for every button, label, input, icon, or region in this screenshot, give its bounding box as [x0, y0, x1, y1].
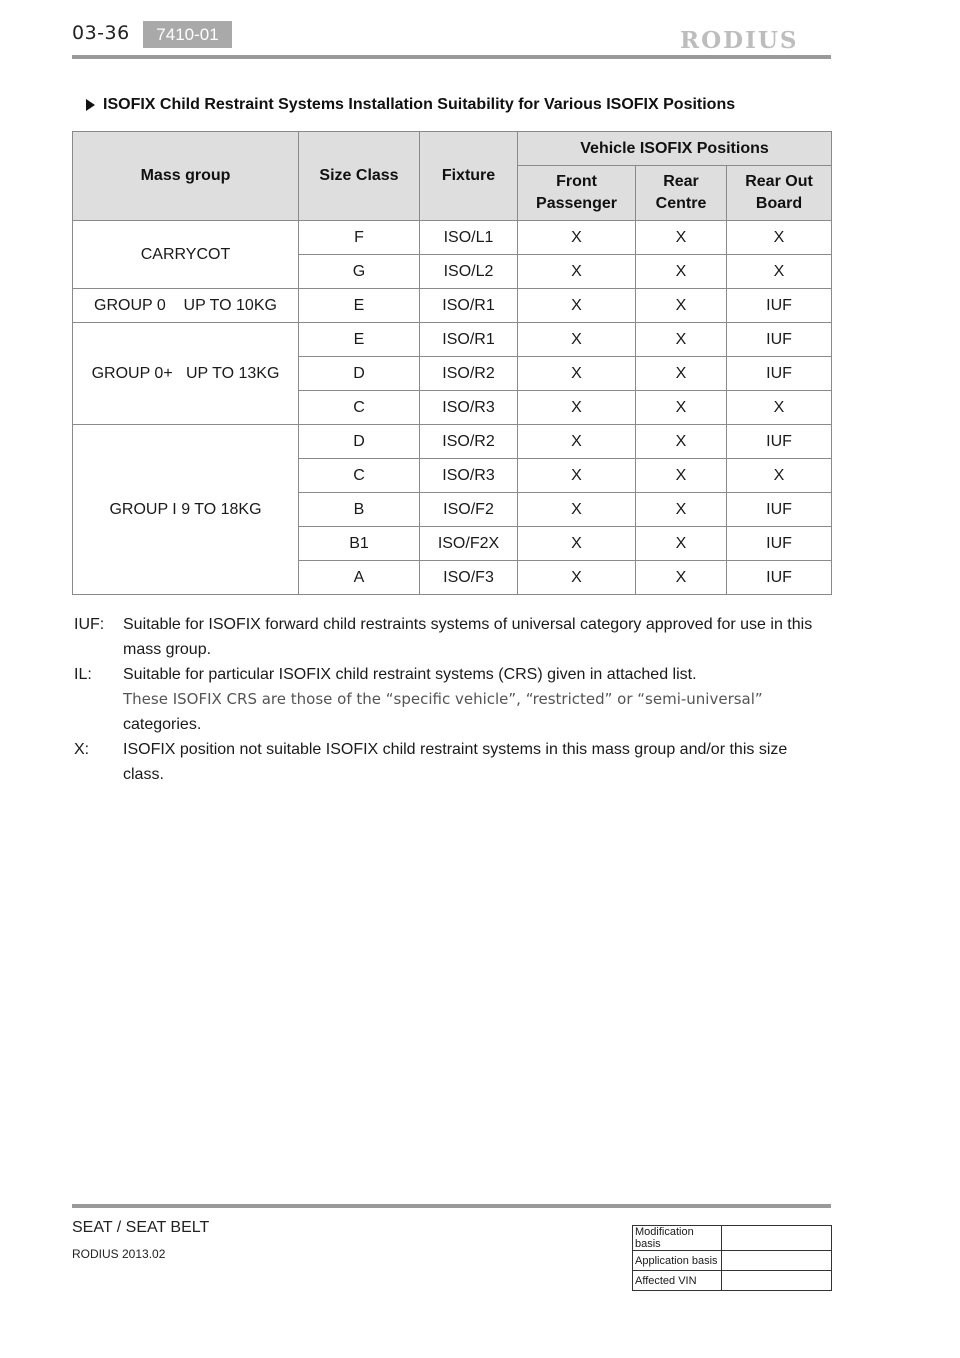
fixture-cell: ISO/R3 — [420, 459, 518, 493]
note-text: ISOFIX position not suitable ISOFIX child restraint systems in this mass group and/or this size class. — [123, 741, 788, 783]
header-fixture: Fixture — [420, 132, 518, 221]
size-class-cell: B — [299, 493, 420, 527]
fixture-cell: ISO/F2 — [420, 493, 518, 527]
note-key: IUF: — [74, 616, 105, 633]
rear-out-board-cell: X — [727, 459, 832, 493]
modification-basis-label: Modification basis — [633, 1226, 722, 1251]
fixture-cell: ISO/R1 — [420, 323, 518, 357]
rear-centre-cell: X — [636, 357, 727, 391]
affected-vin-label: Affected VIN — [633, 1271, 722, 1291]
note-text: Suitable for particular ISOFIX child restraint systems (CRS) given in attached list. — [123, 666, 697, 683]
note-text: categories. — [123, 716, 202, 733]
rear-centre-cell: X — [636, 323, 727, 357]
mass-group-cell: GROUP 0 UP TO 10KG — [73, 289, 299, 323]
front-passenger-cell: X — [518, 493, 636, 527]
table-row — [633, 1226, 832, 1251]
fixture-cell: ISO/L2 — [420, 255, 518, 289]
rear-centre-cell: X — [636, 289, 727, 323]
note-text: Suitable for ISOFIX forward child restraints systems of universal category approved for use in this mass group. — [123, 616, 813, 658]
size-class-cell: E — [299, 323, 420, 357]
section-code-badge: 7410-01 — [143, 21, 232, 48]
table-row — [73, 289, 832, 323]
rear-centre-cell: X — [636, 221, 727, 255]
fixture-cell: ISO/F3 — [420, 561, 518, 595]
rear-centre-cell: X — [636, 255, 727, 289]
fixture-cell: ISO/R2 — [420, 357, 518, 391]
size-class-cell: A — [299, 561, 420, 595]
isofix-suitability-table — [72, 131, 832, 595]
table-row — [73, 425, 832, 459]
header-size-class: Size Class — [299, 132, 420, 221]
front-passenger-cell: X — [518, 425, 636, 459]
note-x — [74, 737, 814, 787]
rear-out-board-cell: IUF — [727, 527, 832, 561]
fixture-cell: ISO/F2X — [420, 527, 518, 561]
size-class-cell: C — [299, 459, 420, 493]
section-title — [86, 96, 735, 114]
rear-centre-cell: X — [636, 527, 727, 561]
table-row — [73, 323, 832, 357]
size-class-cell: E — [299, 289, 420, 323]
fixture-cell: ISO/R1 — [420, 289, 518, 323]
note-key: X: — [74, 741, 90, 758]
fixture-cell: ISO/R2 — [420, 425, 518, 459]
mass-group-cell: CARRYCOT — [73, 221, 299, 289]
rear-out-board-cell: IUF — [727, 425, 832, 459]
rear-centre-cell: X — [636, 561, 727, 595]
header-front-passenger: Front Passenger — [518, 166, 636, 221]
rear-out-board-cell: IUF — [727, 561, 832, 595]
table-row — [73, 221, 832, 255]
size-class-cell: D — [299, 357, 420, 391]
triangle-bullet-icon — [86, 99, 95, 111]
table-row — [633, 1251, 832, 1271]
rear-out-board-cell: IUF — [727, 289, 832, 323]
front-passenger-cell: X — [518, 221, 636, 255]
rear-out-board-cell: IUF — [727, 493, 832, 527]
rear-centre-cell: X — [636, 391, 727, 425]
front-passenger-cell: X — [518, 289, 636, 323]
size-class-cell: C — [299, 391, 420, 425]
note-text: These ISOFIX CRS are those of the “specific vehicle”, “restricted” or “semi-universal” — [123, 690, 763, 708]
size-class-cell: G — [299, 255, 420, 289]
front-passenger-cell: X — [518, 527, 636, 561]
note-iuf — [74, 612, 814, 662]
note-il — [74, 662, 814, 737]
size-class-cell: D — [299, 425, 420, 459]
table-row — [633, 1271, 832, 1291]
fixture-cell: ISO/L1 — [420, 221, 518, 255]
header-rear-centre: Rear Centre — [636, 166, 727, 221]
footer-section-title: SEAT / SEAT BELT — [72, 1219, 210, 1236]
note-key: IL: — [74, 666, 92, 683]
rear-out-board-cell: X — [727, 255, 832, 289]
front-passenger-cell: X — [518, 357, 636, 391]
rear-centre-cell: X — [636, 425, 727, 459]
rear-out-board-cell: X — [727, 221, 832, 255]
rear-centre-cell: X — [636, 493, 727, 527]
size-class-cell: F — [299, 221, 420, 255]
footer-edition: RODIUS 2013.02 — [72, 1247, 166, 1261]
front-passenger-cell: X — [518, 459, 636, 493]
front-passenger-cell: X — [518, 323, 636, 357]
header-vehicle-positions: Vehicle ISOFIX Positions — [518, 132, 832, 166]
footer-divider — [72, 1204, 831, 1208]
rear-out-board-cell: X — [727, 391, 832, 425]
front-passenger-cell: X — [518, 255, 636, 289]
page-number: 03-36 — [72, 22, 130, 44]
mass-group-cell: GROUP I 9 TO 18KG — [73, 425, 299, 595]
header-divider — [72, 55, 831, 59]
fixture-cell: ISO/R3 — [420, 391, 518, 425]
note-text-group — [123, 662, 814, 737]
modification-table — [632, 1225, 832, 1291]
header-rear-out-board: Rear Out Board — [727, 166, 832, 221]
size-class-cell: B1 — [299, 527, 420, 561]
affected-vin-value — [722, 1271, 832, 1291]
legend-notes — [74, 612, 814, 787]
rear-out-board-cell: IUF — [727, 357, 832, 391]
front-passenger-cell: X — [518, 391, 636, 425]
rear-centre-cell: X — [636, 459, 727, 493]
application-basis-label: Application basis — [633, 1251, 722, 1271]
rear-out-board-cell: IUF — [727, 323, 832, 357]
section-title-text: ISOFIX Child Restraint Systems Installation Suitability for Various ISOFIX Positions — [103, 96, 736, 113]
application-basis-value — [722, 1251, 832, 1271]
front-passenger-cell: X — [518, 561, 636, 595]
header-mass-group: Mass group — [73, 132, 299, 221]
modification-basis-value — [722, 1226, 832, 1251]
mass-group-cell: GROUP 0+ UP TO 13KG — [73, 323, 299, 425]
brand-logo: RODIUS — [680, 27, 799, 54]
